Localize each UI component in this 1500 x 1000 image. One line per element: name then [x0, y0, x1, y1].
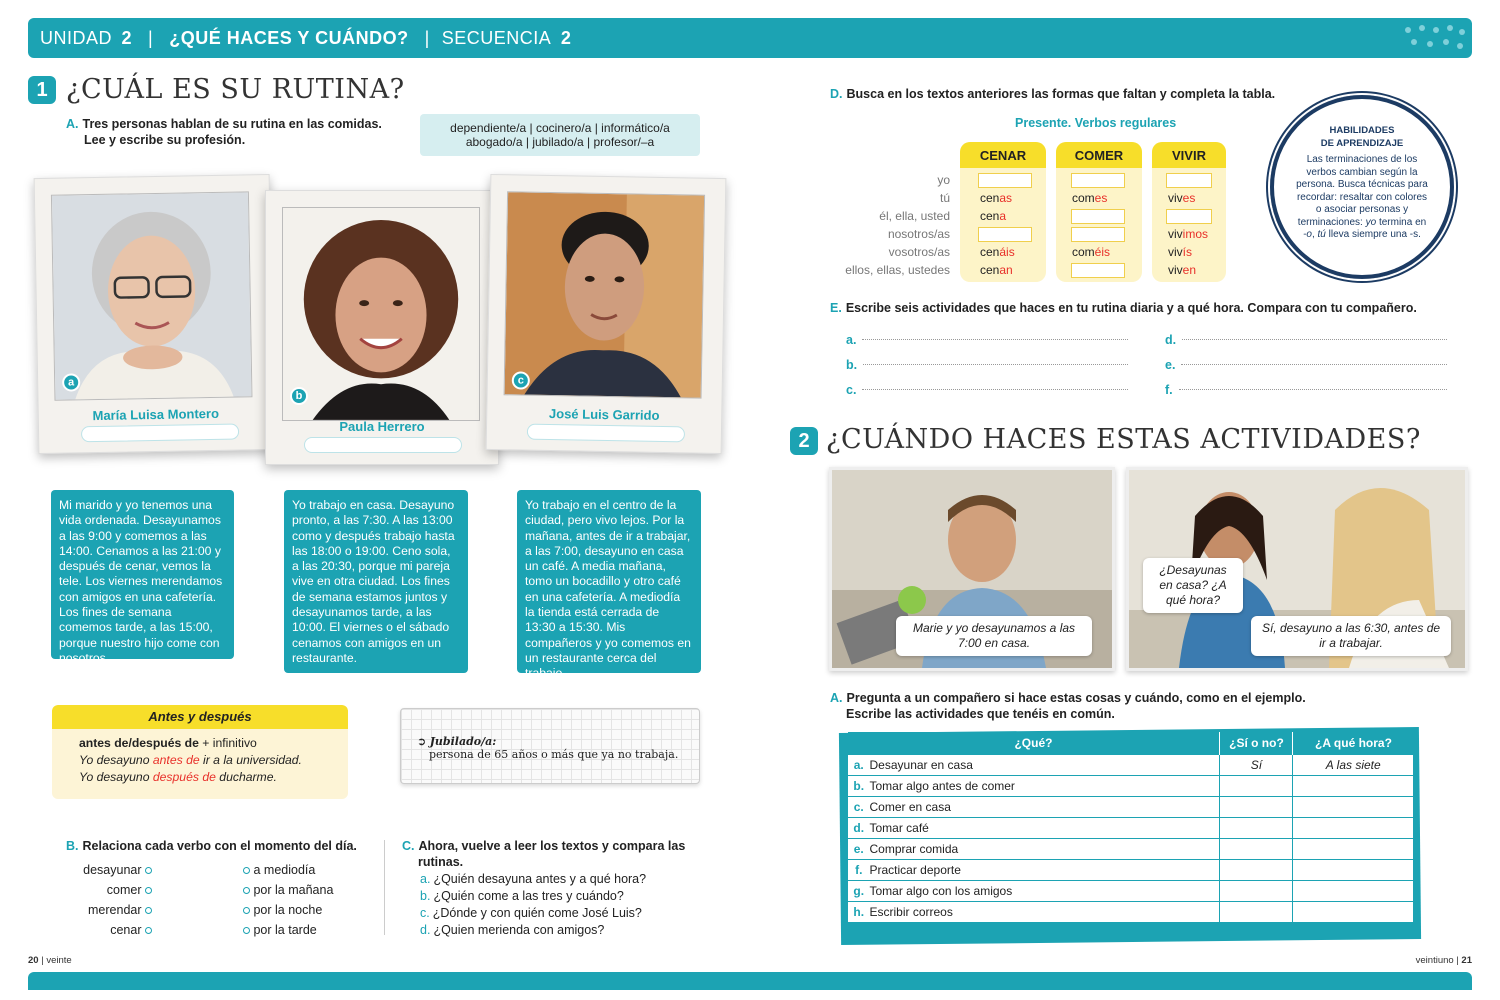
moment-item[interactable]: por la tarde [243, 920, 333, 940]
yes-no-cell[interactable] [1220, 880, 1293, 901]
profession-input-b[interactable] [304, 437, 462, 453]
time-cell[interactable]: A las siete [1293, 754, 1414, 775]
unit-label: UNIDAD [40, 27, 113, 48]
col-header-what: ¿Qué? [848, 732, 1220, 754]
verb-item[interactable]: merendar [70, 900, 152, 920]
antes-despues-title: Antes y después [52, 705, 348, 729]
time-cell[interactable] [1293, 817, 1414, 838]
verb-item[interactable]: cenar [70, 920, 152, 940]
instruction-b: B. Relaciona cada verbo con el momento del día. [66, 839, 357, 853]
answer-lines-left: a. b. c. [846, 328, 1128, 403]
conj-input[interactable] [978, 227, 1032, 242]
instruction-e: E. Escribe seis actividades que haces en tu rutina diaria y a qué hora. Compara con tu compañero. [830, 301, 1417, 315]
table-row: f. Practicar deporte [848, 859, 1414, 880]
person-name-a: María Luisa Montero [92, 405, 220, 424]
antes-despues-box [52, 705, 348, 799]
yes-no-cell[interactable] [1220, 775, 1293, 796]
scene-two-women [1126, 467, 1468, 671]
young-man-portrait [504, 191, 706, 398]
instruction-c: C. Ahora, vuelve a leer los textos y compara las rutinas. [402, 839, 686, 869]
answer-lines-right: d. e. f. [1165, 328, 1447, 403]
col-header-yes-no: ¿Sí o no? [1220, 732, 1293, 754]
older-woman-portrait [51, 191, 253, 400]
woman-portrait [282, 207, 480, 421]
routine-text-b: Yo trabajo en casa. Desayuno pronto, a las 7:30. A las 13:00 como y después trabajo hasta las 18:00 o 19:00. Ceno sola, a las 20:30, porque mi pareja vive en otra ciudad. Los fines de semana estamos juntos y desayunamos tarde, a las 10:00. El viernes o el sábado cenamos con amigos en un restaurante. [284, 490, 468, 673]
table-row: e. Comprar comida [848, 838, 1414, 859]
unit-number: 2 [121, 27, 133, 48]
section-1-title: ¿CUÁL ES SU RUTINA? [66, 74, 405, 105]
routine-text-c: Yo trabajo en el centro de la ciudad, pero vivo lejos. Por la mañana, antes de ir a trabajar, a las 7:00, desayuno en casa un café. A media mañana, tomo un bocadillo y otro café en una cafetería. A mediodía la tienda está cerrada de 13:30 a 15:30. Mis compañeros y yo comemos en un restaurante cerca del trabajo. [517, 490, 701, 673]
section-2-title: ¿CUÁNDO HACES ESTAS ACTIVIDADES? [826, 424, 1421, 455]
instruction-d: D. Busca en los textos anteriores las formas que faltan y completa la tabla. [830, 87, 1276, 101]
verb-column-comer: COMER comes coméis [1056, 142, 1142, 282]
moment-item[interactable]: a mediodía [243, 860, 333, 880]
question-item: c. ¿Dónde y con quién come José Luis? [420, 906, 642, 920]
col-header-time: ¿A qué hora? [1293, 732, 1414, 754]
activities-table [847, 732, 1414, 923]
moment-item[interactable]: por la mañana [243, 880, 333, 900]
table-row: d. Tomar café [848, 817, 1414, 838]
section-2-number: 2 [790, 427, 818, 455]
verb-item[interactable]: comer [70, 880, 152, 900]
instruction-a: A. Tres personas hablan de su rutina en las comidas. Lee y escribe su profesión. [66, 117, 382, 147]
speech-bubble-2: ¿Desayunas en casa? ¿A qué hora? [1143, 558, 1243, 613]
verb-item[interactable]: desayunar [70, 860, 152, 880]
yes-no-cell[interactable] [1220, 901, 1293, 922]
verb-head-vivir: VIVIR [1152, 142, 1226, 168]
table-row: b. Tomar algo antes de comer [848, 775, 1414, 796]
photo-badge-c: c [512, 371, 530, 389]
answer-line[interactable] [1181, 353, 1447, 365]
table-row: a. Desayunar en casa Sí A las siete [848, 754, 1414, 775]
verb-column-vivir: VIVIR vives vivimos vivís viven [1152, 142, 1226, 282]
profession-input-c[interactable] [527, 424, 685, 443]
sequence-label: SECUENCIA [441, 27, 552, 48]
time-cell[interactable] [1293, 880, 1414, 901]
skills-title: HABILIDADES DE APRENDIZAJE [1320, 125, 1404, 149]
table-row: g. Tomar algo con los amigos [848, 880, 1414, 901]
jubilado-term: Jubilado/a: [429, 735, 497, 748]
conj-input[interactable] [978, 173, 1032, 188]
instruction-2a: A. Pregunta a un compañero si hace estas cosas y cuándo, como en el ejemplo. Escribe las actividades que tenéis en común. [830, 691, 1306, 721]
scene-man-breakfast [829, 467, 1115, 671]
c-questions [420, 871, 646, 939]
answer-line[interactable] [862, 328, 1128, 340]
decorative-dots-icon [1400, 24, 1470, 54]
antes-despues-body: antes de/después de + infinitivo Yo desayuno antes de ir a la universidad. Yo desayuno después de ducharme. [79, 736, 302, 784]
verb-head-cenar: CENAR [960, 142, 1046, 168]
question-item: a. ¿Quién desayuna antes y a qué hora? [420, 872, 647, 886]
time-cell[interactable] [1293, 901, 1414, 922]
profession-word-box: dependiente/a | cocinero/a | informático/a abogado/a | jubilado/a | profesor/–a [420, 114, 700, 156]
answer-line[interactable] [1179, 378, 1447, 390]
time-cell[interactable] [1293, 796, 1414, 817]
question-item: b. ¿Quién come a las tres y cuándo? [420, 889, 624, 903]
table-header-row [848, 732, 1414, 754]
photo-badge-b: b [290, 387, 308, 405]
conj-input[interactable] [1071, 263, 1125, 278]
speech-bubble-3: Sí, desayuno a las 6:30, antes de ir a trabajar. [1251, 616, 1451, 656]
answer-line[interactable] [863, 353, 1128, 365]
learning-skills-circle [1270, 95, 1454, 279]
photo-card-c [486, 174, 727, 454]
footer-bar [28, 972, 1472, 990]
page-number-left: 20 | veinte [28, 955, 72, 966]
table-row: h. Escribir correos [848, 901, 1414, 922]
person-name-c: José Luis Garrido [548, 406, 660, 423]
moment-item[interactable]: por la noche [243, 900, 333, 920]
conj-input[interactable] [1166, 209, 1212, 224]
time-cell[interactable] [1293, 838, 1414, 859]
yes-no-cell[interactable]: Sí [1220, 754, 1293, 775]
time-cell[interactable] [1293, 859, 1414, 880]
routine-text-a: Mi marido y yo tenemos una vida ordenada. Desayunamos a las 9:00 y comemos a las 14:00. Cenamos a las 21:00 y después de cenar, vemos la tele. Los viernes merendamos con amigos en una cafetería. Los fines de semana comemos tarde, a las 15:00, porque nuestro hijo come con nosotros. [51, 490, 234, 659]
yes-no-cell[interactable] [1220, 817, 1293, 838]
page-number-right: veintiuno | 21 [1415, 955, 1472, 966]
verb-list [70, 860, 152, 940]
conj-input[interactable] [1071, 173, 1125, 188]
photo-badge-a: a [62, 373, 80, 391]
skills-text: Las terminaciones de los verbos cambian según la persona. Busca técnicas para recordar: resaltar con colores o asociar personas y terminaciones: yo termina en -o, tú lleva siempre una -s. [1296, 154, 1428, 240]
moment-list [243, 860, 333, 940]
unit-title: ¿QUÉ HACES Y CUÁNDO? [169, 27, 409, 48]
section-1-number: 1 [28, 76, 56, 104]
person-name-b: Paula Herrero [339, 419, 425, 434]
answer-line[interactable] [1182, 328, 1447, 340]
jubilado-note [400, 708, 700, 784]
sequence-number: 2 [560, 27, 572, 48]
jubilado-definition: persona de 65 años o más que ya no trabaja. [429, 748, 679, 761]
verb-head-comer: COMER [1056, 142, 1142, 168]
yes-no-cell[interactable] [1220, 859, 1293, 880]
photo-card-a [34, 174, 275, 454]
table-row: c. Comer en casa [848, 796, 1414, 817]
verb-column-cenar: CENAR cenas cena cenáis cenan [960, 142, 1046, 282]
answer-line[interactable] [862, 378, 1128, 390]
pronoun-list: yo tú él, ella, usted nosotros/as vosotros/as ellos, ellas, ustedes [845, 173, 950, 277]
time-cell[interactable] [1293, 775, 1414, 796]
profession-input-a[interactable] [81, 424, 239, 443]
verb-table-title: Presente. Verbos regulares [1015, 116, 1177, 130]
conj-input[interactable] [1166, 173, 1212, 188]
question-item: d. ¿Quien merienda con amigos? [420, 923, 605, 937]
conj-input[interactable] [1071, 209, 1125, 224]
divider [384, 840, 385, 935]
yes-no-cell[interactable] [1220, 838, 1293, 859]
conj-input[interactable] [1071, 227, 1125, 242]
photo-card-b [265, 190, 499, 465]
arrow-icon: ➲ [417, 735, 427, 748]
speech-bubble-1: Marie y yo desayunamos a las 7:00 en casa. [896, 616, 1092, 656]
yes-no-cell[interactable] [1220, 796, 1293, 817]
unit-header: UNIDAD 2 | ¿QUÉ HACES Y CUÁNDO? | SECUENCIA 2 [28, 18, 1472, 58]
